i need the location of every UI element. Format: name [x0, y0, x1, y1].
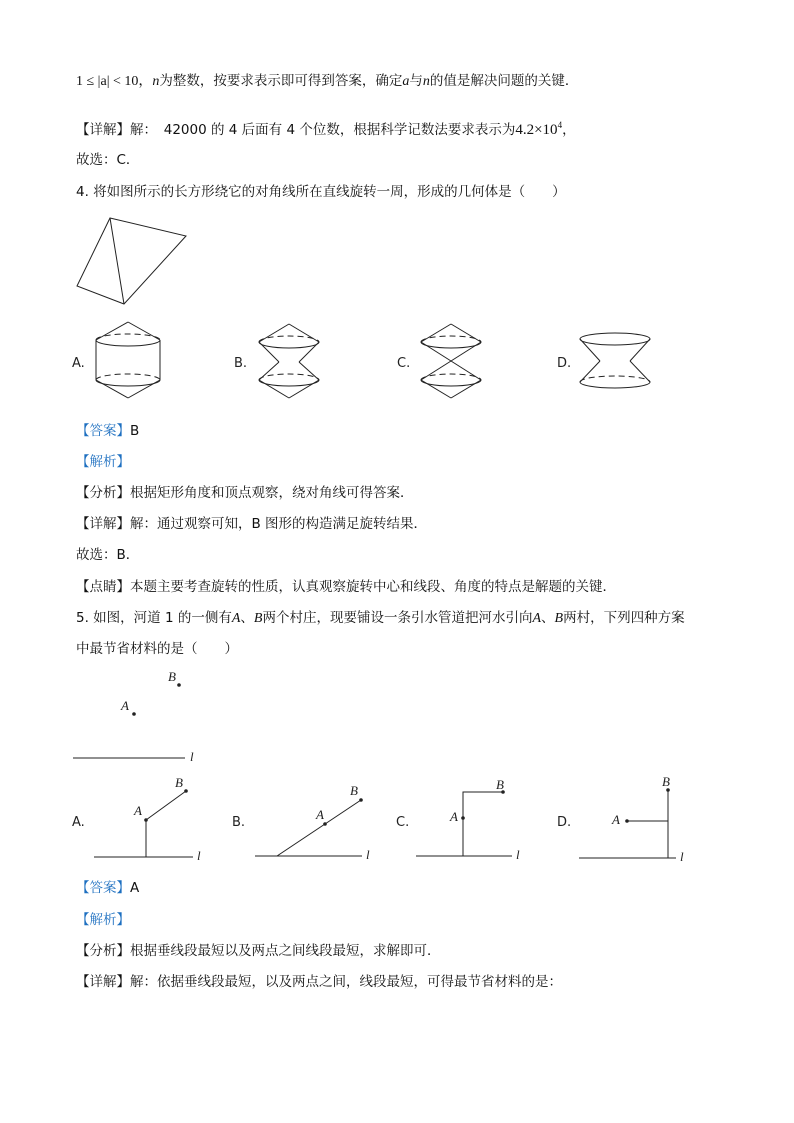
svg-text:A: A	[316, 807, 324, 822]
detail-tag: 【详解】	[76, 516, 130, 532]
text-segment: ，	[562, 122, 576, 138]
analyze-text: 根据矩形角度和顶点观察，绕对角线可得答案．	[130, 485, 414, 501]
detail-text: 解：通过观察可知，B 图形的构造满足旋转结果．	[130, 516, 428, 532]
point-a-label: A	[121, 698, 129, 713]
q4-choose: 故选：B．	[76, 547, 140, 563]
svg-text:A: A	[612, 812, 620, 827]
svg-text:l: l	[680, 849, 684, 864]
option-b-label: B.	[234, 356, 248, 371]
svg-text:B: B	[175, 775, 183, 790]
svg-text:l: l	[516, 847, 520, 862]
q5-analyze	[76, 942, 441, 960]
svg-text:B: B	[496, 777, 504, 792]
question-5-stem-1: 5. 如图，河道 1 的一侧有A、B两个村庄，现要铺设一条引水管道把河水引向A、B两村，下列四种方案	[76, 610, 685, 626]
comment-text: 本题主要考查旋转的性质，认真观察旋转中心和线段、角度的特点是解题的关键．	[130, 579, 616, 595]
text-segment: 与	[409, 73, 423, 89]
svg-text:A: A	[134, 803, 142, 818]
detail-text: 解： 42000 的 4 后面有 4 个位数，根据科学记数法要求表示为	[130, 122, 516, 138]
inequality: 1 ≤ |a| < 10，	[76, 74, 153, 89]
svg-text:B: B	[350, 783, 358, 798]
question-5-stem-2: 中最节省材料的是（ ）	[76, 641, 238, 657]
point-b-label: B	[168, 669, 176, 684]
answer-tag: 【答案】	[76, 423, 130, 439]
question-4-stem: 4. 将如图所示的长方形绕它的对角线所在直线旋转一周，形成的几何体是（ ）	[76, 184, 566, 200]
q5-answer	[76, 879, 139, 897]
detail-text: 解：依据垂线段最短，以及两点之间，线段最短，可得最节省材料的是：	[130, 974, 562, 990]
sci-notation: $4.2\times 10^4$	[515, 120, 563, 138]
analyze-tag: 【分析】	[76, 943, 130, 959]
detail-tag: 【详解】	[76, 974, 130, 990]
svg-text:B: B	[662, 774, 670, 789]
svg-text:l: l	[366, 847, 370, 862]
q5-analysis	[76, 911, 130, 929]
q5-option-d-label: D.	[557, 815, 572, 830]
q5-detail	[76, 973, 562, 991]
analysis-tag: 【解析】	[76, 912, 130, 928]
answer-value: A	[130, 880, 140, 896]
q5-option-a-label: A.	[72, 815, 85, 830]
comment-tag: 【点睛】	[76, 579, 130, 595]
svg-text:l: l	[197, 848, 201, 863]
q5-option-c-label: C.	[396, 815, 410, 830]
variable-a: a	[402, 74, 410, 89]
answer-value: B	[130, 423, 140, 439]
option-d-label: D.	[557, 356, 572, 371]
choose-prev: 故选：C．	[76, 152, 140, 168]
analyze-tag: 【分析】	[76, 485, 130, 501]
text-segment: 的值是解决问题的关键．	[429, 73, 579, 89]
detail-tag: 【详解】	[76, 122, 130, 138]
svg-text:A: A	[450, 809, 458, 824]
analyze-text: 根据垂线段最短以及两点之间线段最短，求解即可．	[130, 943, 441, 959]
variable-n: n	[422, 74, 430, 89]
option-c-label: C.	[397, 356, 411, 371]
q5-option-b-label: B.	[232, 815, 246, 830]
option-a-label: A.	[72, 356, 85, 371]
river-label: l	[190, 749, 194, 764]
variable-n: n	[152, 74, 160, 89]
answer-tag: 【答案】	[76, 880, 130, 896]
text-segment: 为整数，按要求表示即可得到答案，确定	[159, 73, 403, 89]
analysis-tag: 【解析】	[76, 454, 130, 470]
